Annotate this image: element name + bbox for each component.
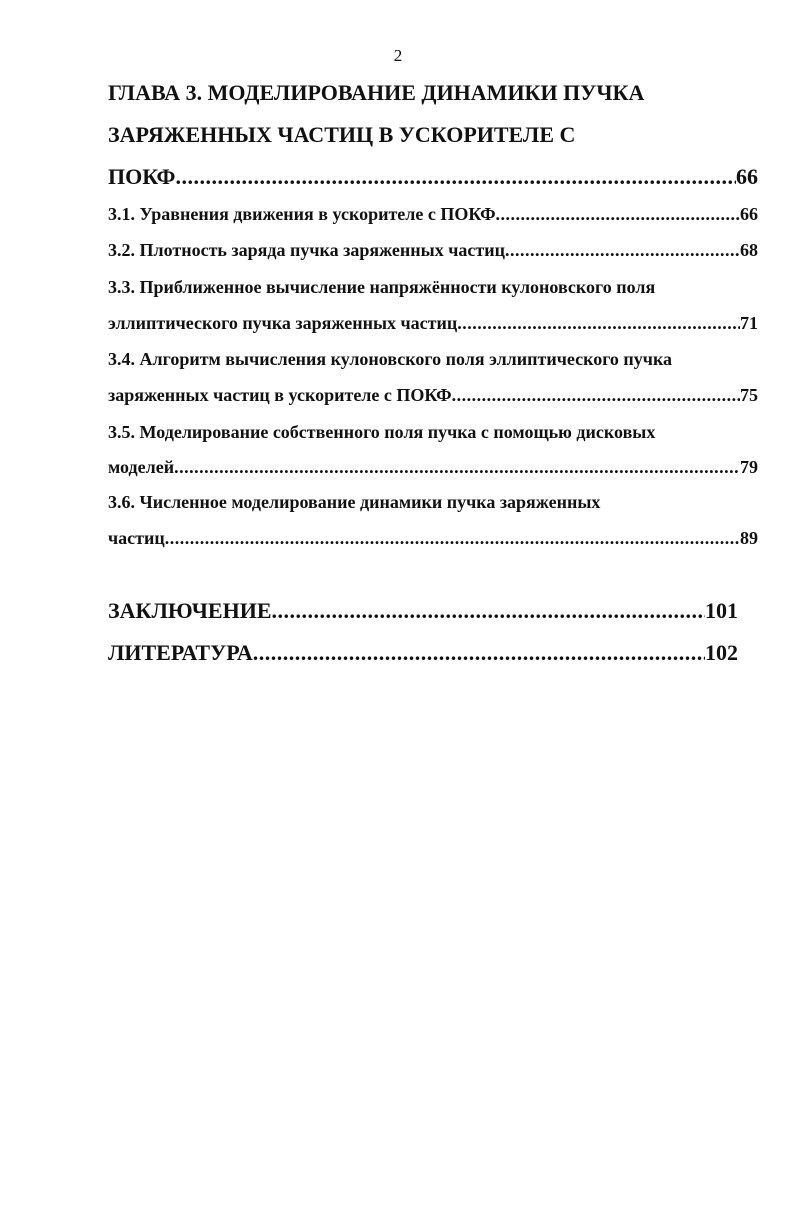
section-title: ЗАКЛЮЧЕНИЕ: [108, 598, 272, 623]
section-title: 3.3. Приближенное вычисление напряжённости кулоновского поля: [108, 277, 656, 297]
page-ref: 68: [740, 240, 758, 260]
toc-entry-3-1[interactable]: [108, 204, 758, 225]
toc-entry-3-6-line-1[interactable]: [108, 492, 758, 513]
page-ref: 79: [740, 457, 758, 477]
chapter-title-line-2: [108, 122, 758, 148]
chapter-title-text-2: ЗАРЯЖЕННЫХ ЧАСТИЦ В УСКОРИТЕЛЕ С: [108, 122, 576, 147]
toc-entry-3-4-line-2[interactable]: [108, 385, 758, 406]
toc-entry-3-3-line-2[interactable]: [108, 313, 758, 334]
chapter-title-text-1: ГЛАВА 3. МОДЕЛИРОВАНИЕ ДИНАМИКИ ПУЧКА: [108, 80, 645, 105]
dot-leader: [174, 457, 740, 478]
dot-leader: [505, 240, 740, 261]
dot-leader: [452, 385, 740, 406]
toc-entry-3-4-line-1[interactable]: [108, 349, 758, 370]
page-ref: 101: [705, 598, 738, 623]
section-title-continued: моделей: [108, 457, 175, 477]
toc-entry-3-6-line-2[interactable]: [108, 528, 758, 549]
toc-entry-conclusion[interactable]: [108, 598, 738, 624]
section-title: 3.4. Алгоритм вычисления кулоновского поля эллиптического пучка: [108, 349, 673, 369]
section-title: 3.5. Моделирование собственного поля пучка с помощью дисковых: [108, 422, 656, 442]
dot-leader: [457, 313, 740, 334]
dot-leader: [253, 640, 705, 666]
page-ref: 66: [736, 164, 758, 189]
dot-leader: [272, 598, 706, 624]
chapter-title-line-1: [108, 80, 758, 106]
section-title: 3.2. Плотность заряда пучка заряженных частиц: [108, 240, 505, 260]
dot-leader: [496, 204, 740, 225]
toc-entry-3-5-line-2[interactable]: [108, 457, 758, 478]
section-title: 3.1. Уравнения движения в ускорителе с ПОКФ: [108, 204, 496, 224]
section-title-continued: эллиптического пучка заряженных частиц: [108, 313, 458, 333]
page-ref: 102: [705, 640, 738, 665]
section-title: 3.6. Численное моделирование динамики пучка заряженных: [108, 492, 601, 512]
page-ref: 66: [740, 204, 758, 224]
page-ref: 89: [740, 528, 758, 548]
toc-entry-literature[interactable]: [108, 640, 738, 666]
toc-entry-3-5-line-1[interactable]: [108, 422, 758, 443]
section-title-continued: частиц: [108, 528, 165, 548]
dot-leader: [165, 528, 740, 549]
toc-entry-chapter-3[interactable]: [108, 164, 758, 190]
toc-entry-3-2[interactable]: [108, 240, 758, 261]
chapter-title-text-3: ПОКФ: [108, 164, 176, 189]
page-ref: 71: [740, 313, 758, 333]
page-number: 2: [393, 46, 403, 65]
section-title-continued: заряженных частиц в ускорителе с ПОКФ: [108, 385, 452, 405]
toc-entry-3-3-line-1[interactable]: [108, 277, 758, 298]
page-ref: 75: [740, 385, 758, 405]
dot-leader: [175, 164, 736, 190]
section-title: ЛИТЕРАТУРА: [108, 640, 253, 665]
